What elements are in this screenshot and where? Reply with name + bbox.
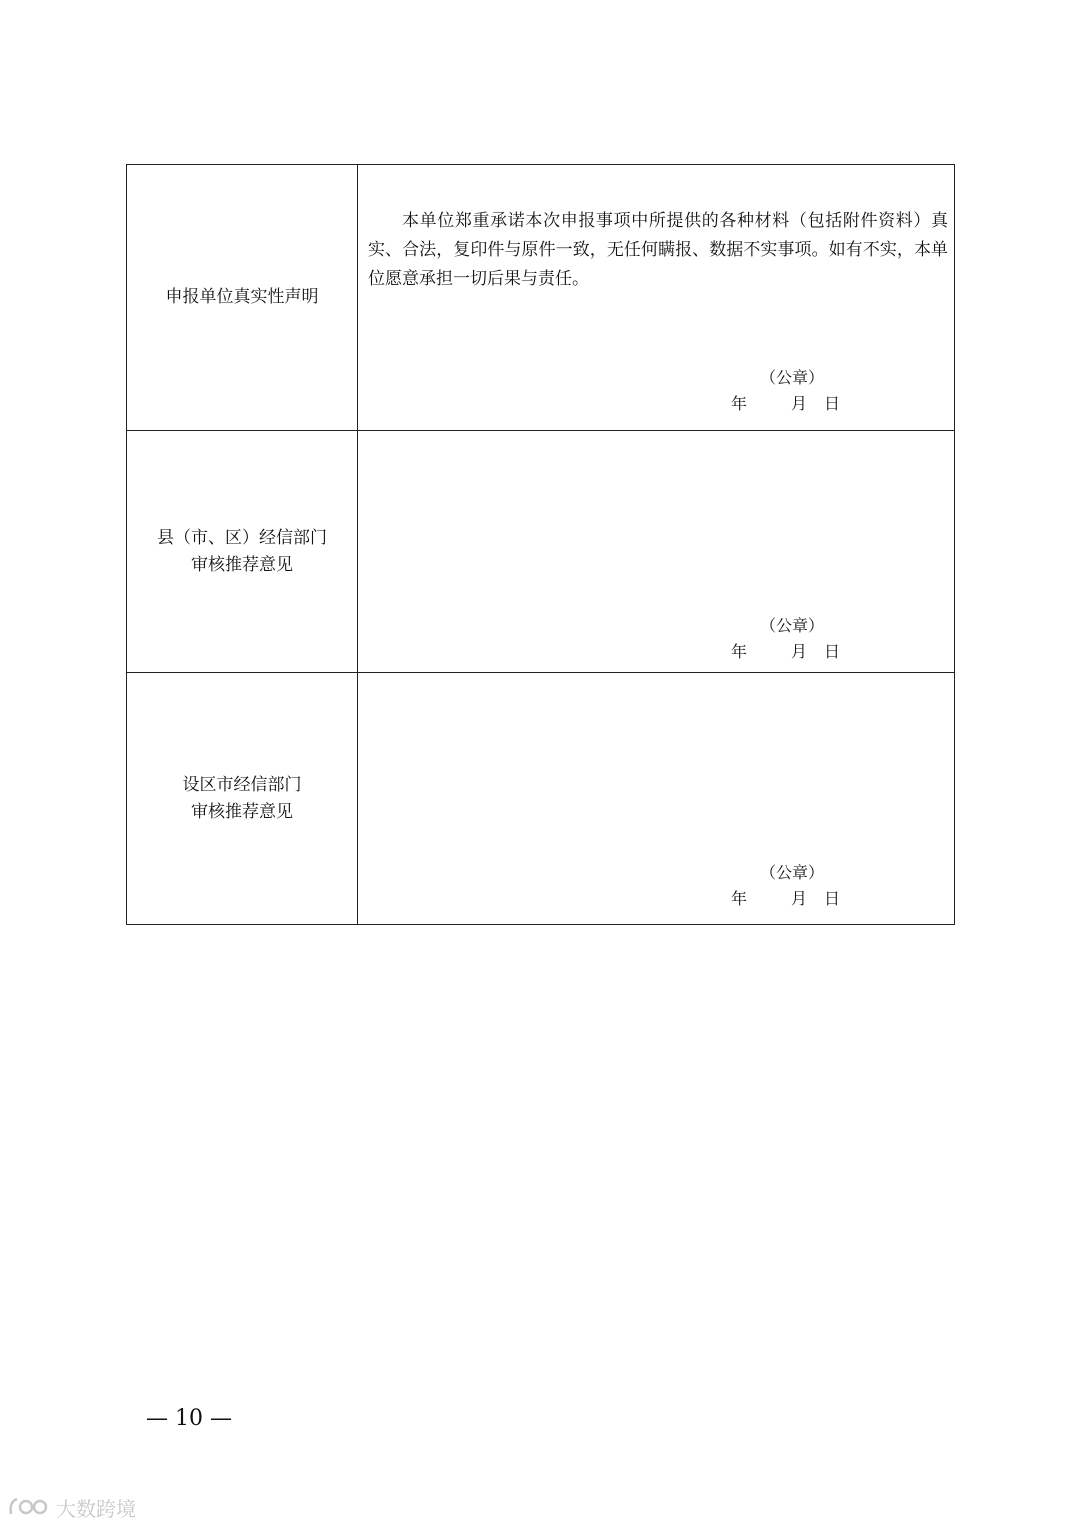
table-row (127, 165, 955, 431)
city-opinion-cell (358, 673, 955, 925)
date-month-label: 月 (791, 394, 808, 413)
date-day-label: 日 (824, 889, 841, 908)
date-line (731, 889, 840, 909)
row-label-cell (127, 431, 358, 673)
date-month-label: 月 (791, 889, 808, 908)
date-line (731, 642, 840, 662)
watermark-text: 大数跨境 (56, 1497, 136, 1521)
table-row (127, 431, 955, 673)
date-year-label: 年 (731, 889, 748, 908)
official-seal-label: （公章） (760, 616, 825, 635)
date-year-label: 年 (731, 642, 748, 661)
county-opinion-cell (358, 431, 955, 673)
official-seal-label: （公章） (760, 368, 825, 387)
watermark (8, 1493, 136, 1522)
row-label-line: 审核推荐意见 (191, 554, 293, 575)
page-number: — 10 — (146, 1406, 232, 1431)
application-form-table (126, 164, 955, 925)
date-year-label: 年 (731, 394, 748, 413)
date-line (731, 394, 840, 414)
declaration-text: 本单位郑重承诺本次申报事项中所提供的各种材料（包括附件资料）真实、合法，复印件与原件一致，无任何瞒报、数据不实事项。如有不实，本单位愿意承担一切后果与责任。 (368, 211, 948, 289)
row-label-line: 县（市、区）经信部门 (157, 527, 327, 548)
date-day-label: 日 (824, 394, 841, 413)
row-label-cell (127, 165, 358, 431)
date-month-label: 月 (791, 642, 808, 661)
official-seal-label: （公章） (760, 863, 825, 882)
row-label-line: 审核推荐意见 (191, 801, 293, 822)
declaration-cell (358, 165, 955, 431)
row-label-line: 设区市经信部门 (182, 774, 302, 795)
row-label-cell (127, 673, 358, 925)
logo-icon (8, 1496, 52, 1520)
table-row (127, 673, 955, 925)
date-day-label: 日 (824, 642, 841, 661)
row-label-line: 申报单位真实性声明 (165, 287, 319, 307)
